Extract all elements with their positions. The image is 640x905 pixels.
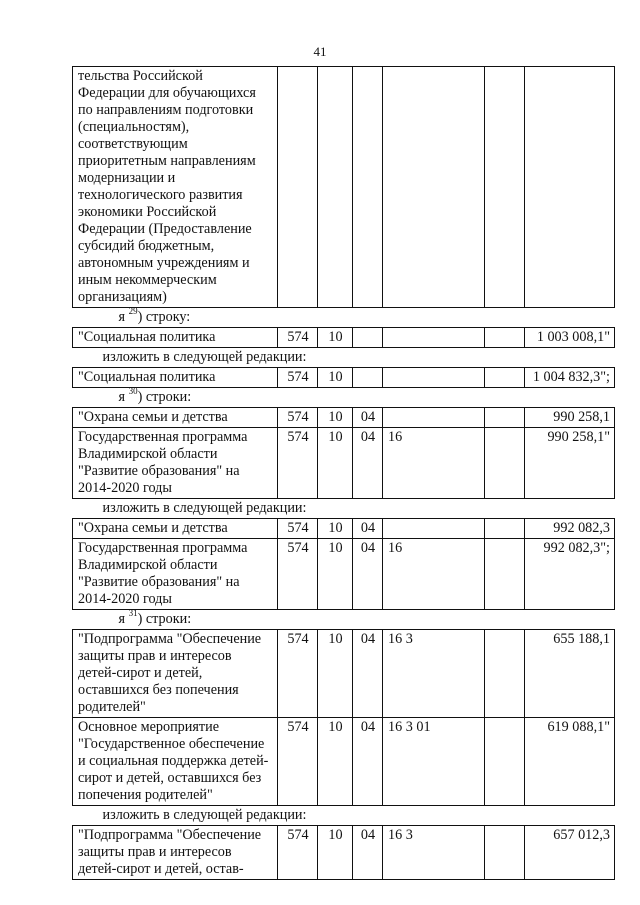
page-number: 41 — [313, 44, 327, 59]
target-article-cell: 16 3 — [383, 630, 485, 718]
target-article-cell: 16 — [383, 539, 485, 610]
target-article-cell: 16 3 — [383, 826, 485, 880]
subsection-code-cell: 04 — [353, 519, 383, 539]
expense-type-cell — [485, 519, 525, 539]
table-row — [73, 67, 615, 308]
section-code-cell: 10 — [318, 630, 353, 718]
target-article-cell — [383, 519, 485, 539]
amount-cell: 1 003 008,1" — [525, 328, 615, 348]
instruction-row — [73, 388, 615, 408]
instruction-footnote: 29 — [128, 306, 138, 316]
section-code-cell: 10 — [318, 718, 353, 806]
table-row — [73, 519, 615, 539]
section-code-cell: 10 — [318, 368, 353, 388]
instruction-text — [73, 348, 615, 368]
table-row — [73, 408, 615, 428]
row-name-cell: "Подпрограмма "Обеспечение защиты прав и интересов детей-сирот и детей, остав- — [73, 826, 278, 880]
instruction-row — [73, 610, 615, 630]
target-article-cell: 16 — [383, 428, 485, 499]
ministry-code-cell: 574 — [278, 408, 318, 428]
row-name-cell: "Социальная политика — [73, 328, 278, 348]
instruction-footnote: 31 — [128, 608, 138, 618]
instruction-label: изложить в следующей редакции: — [102, 500, 307, 516]
instruction-text — [73, 499, 615, 519]
row-name-cell: "Социальная политика — [73, 368, 278, 388]
instruction-label: ) строки: — [137, 611, 192, 627]
table-row — [73, 630, 615, 718]
target-article-cell — [383, 408, 485, 428]
row-name-cell: "Подпрограмма "Обеспечение защиты прав и интересов детей-сирот и детей, оставшихся без попечения родителей" — [73, 630, 278, 718]
amount-cell: 992 082,3"; — [525, 539, 615, 610]
target-article-cell — [383, 67, 485, 308]
expense-type-cell — [485, 408, 525, 428]
instruction-label: ) строки: — [137, 389, 192, 405]
ministry-code-cell: 574 — [278, 519, 318, 539]
amount-cell: 619 088,1" — [525, 718, 615, 806]
ministry-code-cell: 574 — [278, 328, 318, 348]
ministry-code-cell: 574 — [278, 718, 318, 806]
ministry-code-cell — [278, 67, 318, 308]
target-article-cell — [383, 328, 485, 348]
ministry-code-cell: 574 — [278, 368, 318, 388]
expense-type-cell — [485, 718, 525, 806]
budget-table — [72, 66, 615, 880]
amount-cell: 657 012,3 — [525, 826, 615, 880]
instruction-row — [73, 308, 615, 328]
instruction-prefix: я — [118, 309, 129, 325]
ministry-code-cell: 574 — [278, 826, 318, 880]
section-code-cell: 10 — [318, 826, 353, 880]
section-code-cell — [318, 67, 353, 308]
table-row — [73, 539, 615, 610]
subsection-code-cell: 04 — [353, 630, 383, 718]
instruction-row — [73, 499, 615, 519]
target-article-cell — [383, 368, 485, 388]
table-row — [73, 826, 615, 880]
table-row — [73, 718, 615, 806]
table-row — [73, 428, 615, 499]
amount-cell: 655 188,1 — [525, 630, 615, 718]
subsection-code-cell: 04 — [353, 539, 383, 610]
instruction-label: изложить в следующей редакции: — [102, 807, 307, 823]
instruction-text — [73, 610, 615, 630]
instruction-text — [73, 308, 615, 328]
target-article-cell: 16 3 01 — [383, 718, 485, 806]
amount-cell: 990 258,1 — [525, 408, 615, 428]
amount-cell — [525, 67, 615, 308]
row-name-cell: Государственная программа Владимирской области "Развитие образования" на 2014-2020 годы — [73, 428, 278, 499]
instruction-footnote: 30 — [128, 386, 138, 396]
row-name-cell: "Охрана семьи и детства — [73, 519, 278, 539]
subsection-code-cell: 04 — [353, 428, 383, 499]
expense-type-cell — [485, 67, 525, 308]
subsection-code-cell: 04 — [353, 408, 383, 428]
table-row — [73, 368, 615, 388]
instruction-prefix: я — [118, 611, 129, 627]
amount-cell: 992 082,3 — [525, 519, 615, 539]
section-code-cell: 10 — [318, 539, 353, 610]
subsection-code-cell — [353, 368, 383, 388]
instruction-prefix: я — [118, 389, 129, 405]
subsection-code-cell — [353, 67, 383, 308]
ministry-code-cell: 574 — [278, 428, 318, 499]
section-code-cell: 10 — [318, 408, 353, 428]
expense-type-cell — [485, 428, 525, 499]
subsection-code-cell: 04 — [353, 718, 383, 806]
amount-cell: 1 004 832,3"; — [525, 368, 615, 388]
row-name-cell: Государственная программа Владимирской области "Развитие образования" на 2014-2020 годы — [73, 539, 278, 610]
expense-type-cell — [485, 328, 525, 348]
instruction-text — [73, 388, 615, 408]
instruction-label: ) строку: — [137, 309, 191, 325]
section-code-cell: 10 — [318, 428, 353, 499]
instruction-row — [73, 348, 615, 368]
section-code-cell: 10 — [318, 519, 353, 539]
table-body — [73, 67, 615, 880]
row-name-cell: "Охрана семьи и детства — [73, 408, 278, 428]
ministry-code-cell: 574 — [278, 630, 318, 718]
instruction-label: изложить в следующей редакции: — [102, 349, 307, 365]
row-name-cell: Основное мероприятие "Государственное обеспечение и социальная поддержка детей-сирот и детей, оставшихся без попечения родителей" — [73, 718, 278, 806]
subsection-code-cell: 04 — [353, 826, 383, 880]
expense-type-cell — [485, 630, 525, 718]
expense-type-cell — [485, 368, 525, 388]
ministry-code-cell: 574 — [278, 539, 318, 610]
row-name-cell: тельства Российской Федерации для обучающихся по направлениям подготовки (специальностям), соответствующим приоритетным направлениям модернизации и технологического развития экономики Российской Федерации (Предоставление субсидий бюджетным, автономным учреждениям и иным некоммерческим организациям) — [73, 67, 278, 308]
expense-type-cell — [485, 539, 525, 610]
instruction-row — [73, 806, 615, 826]
expense-type-cell — [485, 826, 525, 880]
table-row — [73, 328, 615, 348]
amount-cell: 990 258,1" — [525, 428, 615, 499]
subsection-code-cell — [353, 328, 383, 348]
instruction-text — [73, 806, 615, 826]
section-code-cell: 10 — [318, 328, 353, 348]
